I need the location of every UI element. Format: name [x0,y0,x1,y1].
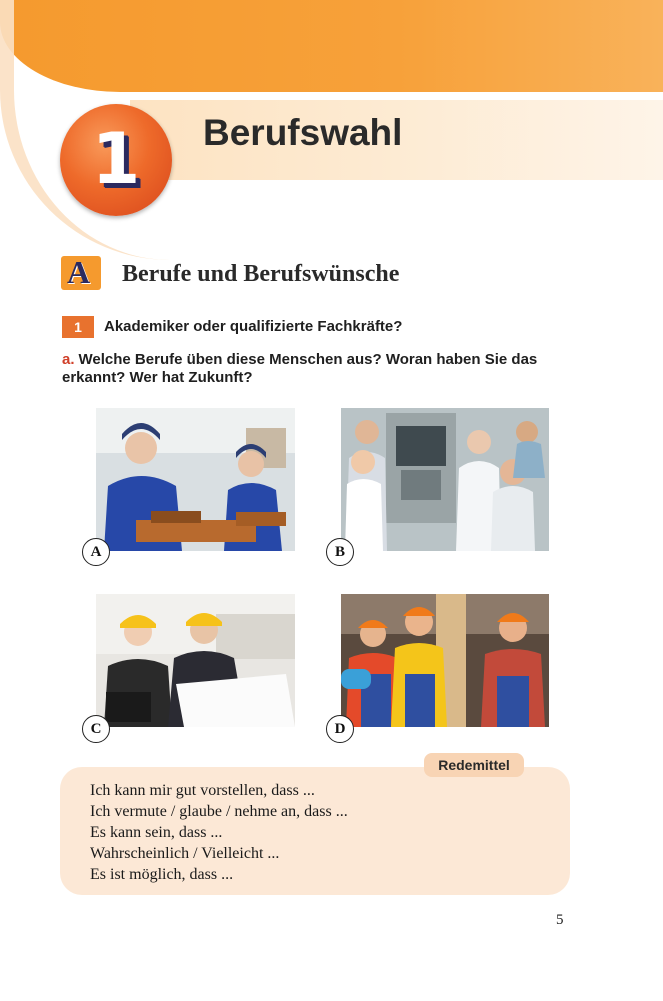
task-title: Akademiker oder qualifizierte Fachkräfte? [104,318,403,335]
phrase-item: Ich vermute / glaube / nehme an, dass ... [90,803,348,820]
photo-d [341,594,549,727]
redemittel-title: Redemittel [424,753,524,777]
question-text: Welche Berufe üben diese Menschen aus? Woran haben Sie das erkannt? Wer hat Zukunft? [62,351,538,386]
photo-label-c: C [82,715,110,743]
photo-label-a: A [82,538,110,566]
chapter-number-circle [60,104,172,216]
task-question [62,351,582,387]
photo-label-d: D [326,715,354,743]
photo-c [96,594,295,727]
task-number: 1 [62,316,94,338]
photo-a [96,408,295,551]
photo-a-image [96,408,295,551]
phrase-item: Wahrscheinlich / Vielleicht ... [90,845,280,862]
photo-d-image [341,594,549,727]
photo-b [341,408,549,551]
photo-c-image [96,594,295,727]
photo-label-b: B [326,538,354,566]
question-label: a. [62,351,75,368]
section-badge-letter: A [67,254,91,290]
section-title: Berufe und Berufswünsche [122,261,400,287]
phrase-item: Ich kann mir gut vorstellen, dass ... [90,782,315,799]
page-number: 5 [556,912,564,928]
photo-b-image [341,408,549,551]
section-badge [61,256,101,290]
chapter-number: 1 [91,118,141,200]
chapter-title: Berufswahl [203,112,403,153]
phrase-item: Es ist möglich, dass ... [90,866,234,883]
redemittel-phrases [90,780,348,885]
phrase-item: Es kann sein, dass ... [90,824,223,841]
